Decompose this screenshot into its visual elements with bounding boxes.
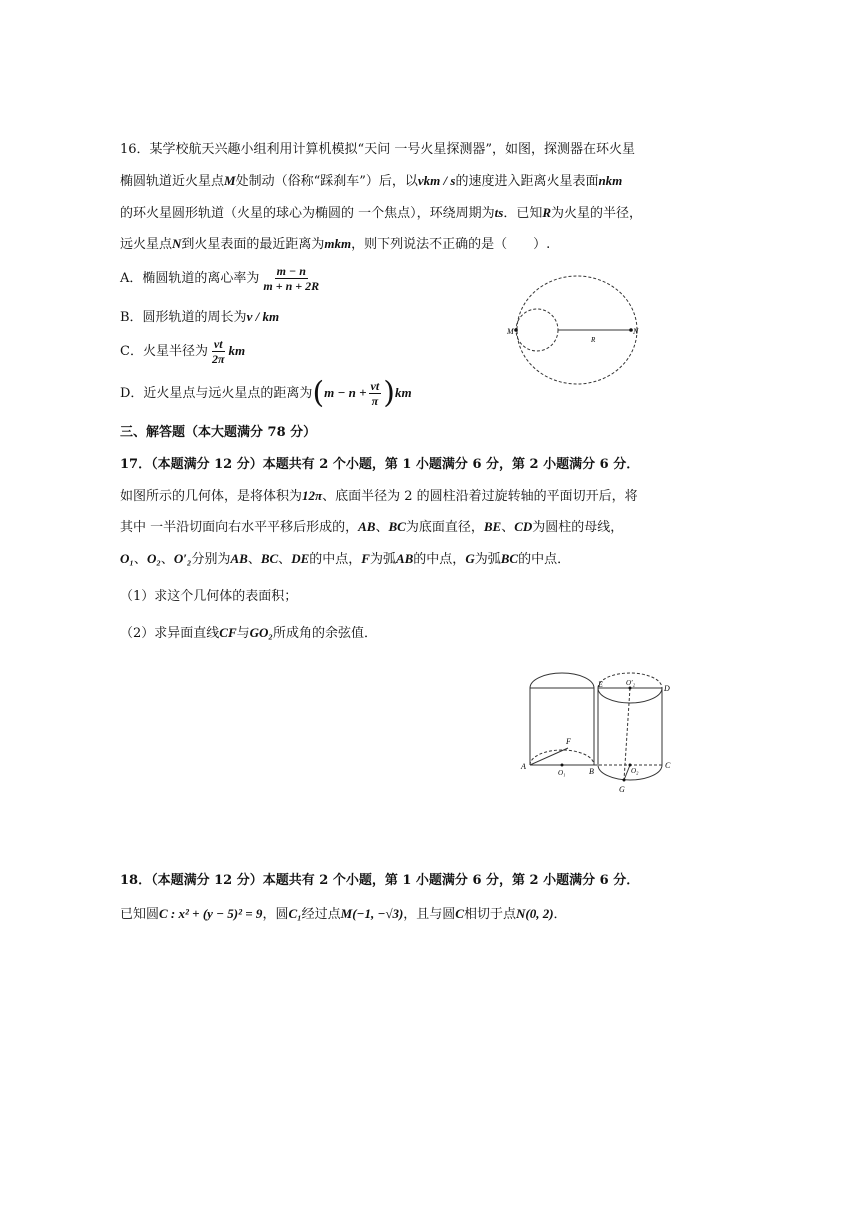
point-e-label: E: [598, 680, 603, 689]
q17-line1: 如图所示的几何体，是将体积为12π、底面半径为 2 的圆柱沿着过旋转轴的平面切开后，将: [120, 488, 638, 504]
cylinder-figure: [518, 668, 678, 798]
q16-option-c: C．火星半径为 $\frac{vt}{2\pi}$ km: [120, 337, 246, 366]
point-o2-label: O₂: [631, 767, 639, 775]
q17-header: 17．（本题满分 12 分）本题共有 2 个小题，第 1 小题满分 6 分，第 2 小题满分 6 分．: [120, 457, 640, 472]
q16-line4: 远火星点N到火星表面的最近距离为mkm，则下列说法不正确的是（ ）.: [120, 236, 551, 252]
q17-sub1: （1）求这个几何体的表面积；: [120, 589, 298, 604]
point-g-label: G: [619, 785, 625, 794]
eccentricity-fraction: $\frac{m - n}{m + n + 2R}$: [263, 264, 320, 293]
q18-header: 18．（本题满分 12 分）本题共有 2 个小题，第 1 小题满分 6 分，第 2 小题满分 6 分．: [120, 873, 640, 888]
point-n-label: N: [633, 327, 639, 336]
q16-option-a: A．椭圆轨道的离心率为 $\frac{m - n}{m + n + 2R}$: [120, 264, 320, 293]
q16-option-b: B．圆形轨道的周长为v / km: [120, 309, 280, 325]
q17-sub2: （2）求异面直线CF与GO₂所成角的余弦值．: [120, 625, 377, 641]
q17-line2: 其中 一半沿切面向右水平平移后形成的，AB、BC为底面直径，BE、CD为圆柱的母线，: [120, 519, 624, 535]
point-a-label: A: [521, 762, 526, 771]
point-c-label: C: [665, 761, 671, 770]
q16-option-d: D．近火星点与远火星点的距离为(m − n + $\frac{vt}{\pi}$ )km: [120, 375, 412, 411]
radius-label: R: [591, 336, 596, 344]
point-d-label: D: [664, 684, 670, 693]
q16-line2: 椭圆轨道近火星点M处制动（俗称“踩刹车”）后，以vkm / s的速度进入距离火星表面nkm: [120, 173, 623, 189]
q16-line3: 的环火星圆形轨道（火星的球心为椭圆的 一个焦点），环绕周期为ts．已知R为火星的半径，: [120, 205, 643, 221]
point-b-label: B: [589, 767, 594, 776]
point-o2-prime-label: O′₂: [626, 679, 636, 687]
point-o1-label: O₁: [558, 769, 566, 777]
orbit-figure: [500, 272, 660, 392]
q18-line1: 已知圆C : x² + (y − 5)² = 9，圆C₁经过点M(−1, −√3)，且与圆C相切于点N(0, 2)．: [120, 906, 567, 922]
q16-line1: 16．某学校航天兴趣小组利用计算机模拟“天问 一号火星探测器”，如图，探测器在环火星: [120, 142, 635, 157]
point-f-label: F: [566, 737, 571, 746]
q17-line3: O₁、O₂、O′₂分别为AB、BC、DE的中点，F为弧AB的中点，G为弧BC的中点．: [120, 551, 571, 567]
point-m-label: M: [507, 327, 514, 336]
section-title: 三、解答题（本大题满分 78 分）: [120, 425, 317, 440]
